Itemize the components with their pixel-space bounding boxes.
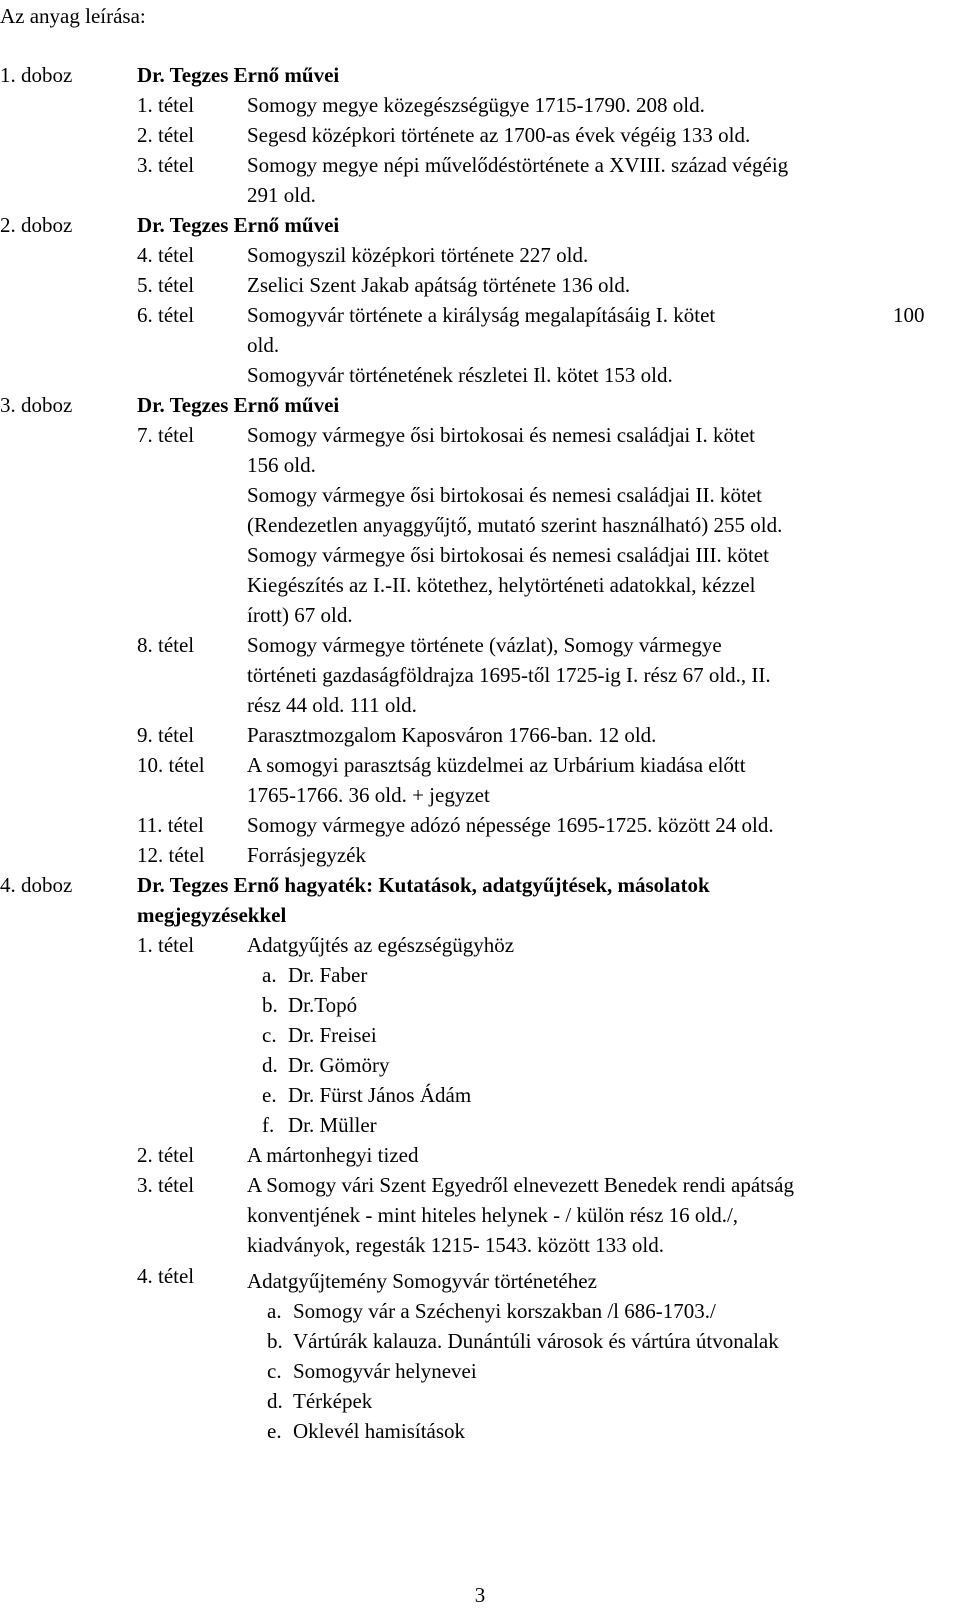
page-heading: Az anyag leírása: <box>0 4 146 28</box>
subitem-text: Oklevél hamisítások <box>293 1419 466 1443</box>
item-label: 3. tétel <box>137 153 195 177</box>
item-text: Somogy vármegye története (vázlat), Somogy vármegye <box>247 633 722 657</box>
item-text: Somogy vármegye ősi birtokosai és nemesi családjai II. kötet <box>247 483 762 507</box>
item-text: Somogy vármegye ősi birtokosai és nemesi családjai III. kötet <box>247 543 769 567</box>
subitem-text: Vártúrák kalauza. Dunántúli városok és vártúra útvonalak <box>293 1329 779 1353</box>
item-text: Somogy vármegye adózó népessége 1695-1725. között 24 old. <box>247 813 774 837</box>
subitem-text: Somogyvár helynevei <box>293 1359 477 1383</box>
item-text: írott) 67 old. <box>247 603 353 627</box>
item-text-right: 100 <box>893 303 925 327</box>
subitem-letter: e. <box>262 1083 277 1107</box>
item-text: Somogy vármegye ősi birtokosai és nemesi családjai I. kötet <box>247 423 755 447</box>
item-label: 9. tétel <box>137 723 195 747</box>
item-label: 6. tétel <box>137 303 195 327</box>
subitem-text: Dr. Freisei <box>288 1023 377 1047</box>
subitem-text: Dr. Gömöry <box>288 1053 390 1077</box>
item-text: old. <box>247 333 280 357</box>
item-text: Segesd középkori története az 1700-as évek végéig 133 old. <box>247 123 751 147</box>
item-text: Somogy megye népi művelődéstörténete a XVIII. század végéig <box>247 153 789 177</box>
item-label: 8. tétel <box>137 633 195 657</box>
item-label: 4. tétel <box>137 1264 195 1288</box>
item-text: 1765-1766. 36 old. + jegyzet <box>247 783 490 807</box>
item-text: Zselici Szent Jakab apátság története 136 old. <box>247 273 631 297</box>
box-title: Dr. Tegzes Ernő művei <box>137 213 340 237</box>
item-label: 7. tétel <box>137 423 195 447</box>
item-label: 5. tétel <box>137 273 195 297</box>
subitem-text: Somogy vár a Széchenyi korszakban /l 686-1703./ <box>293 1299 716 1323</box>
item-text: Somogyvár története a királyság megalapításáig I. kötet <box>247 303 716 327</box>
subitem-text: Térképek <box>293 1389 373 1413</box>
item-text: kiadványok, regesták 1215- 1543. között 133 old. <box>247 1233 665 1257</box>
item-text: 291 old. <box>247 183 316 207</box>
subitem-letter: f. <box>262 1113 275 1137</box>
subitem-text: Dr.Topó <box>288 993 358 1017</box>
page-number: 3 <box>474 1583 486 1607</box>
item-label: 4. tétel <box>137 243 195 267</box>
box-label: 1. doboz <box>0 63 73 87</box>
item-text: Parasztmozgalom Kaposváron 1766-ban. 12 old. <box>247 723 657 747</box>
item-text: A somogyi parasztság küzdelmei az Urbárium kiadása előtt <box>247 753 746 777</box>
item-label: 2. tétel <box>137 123 195 147</box>
item-text: Kiegészítés az I.-II. kötethez, helytörténeti adatokkal, kézzel <box>247 573 756 597</box>
box-label: 2. doboz <box>0 213 73 237</box>
subitem-text: Dr. Faber <box>288 963 368 987</box>
subitem-text: Dr. Fürst János Ádám <box>288 1083 472 1107</box>
subitem-letter: b. <box>262 993 278 1017</box>
item-text: történeti gazdaságföldrajza 1695-től 1725-ig I. rész 67 old., II. <box>247 663 771 687</box>
item-label: 10. tétel <box>137 753 205 777</box>
subitem-letter: c. <box>262 1023 277 1047</box>
subitem-letter: e. <box>267 1419 282 1443</box>
item-text: rész 44 old. 111 old. <box>247 693 417 717</box>
item-text: Adatgyűjtés az egészségügyhöz <box>247 933 515 957</box>
subitem-letter: c. <box>267 1359 282 1383</box>
box-title: Dr. Tegzes Ernő művei <box>137 63 340 87</box>
box-label: 3. doboz <box>0 393 73 417</box>
item-label: 11. tétel <box>137 813 204 837</box>
item-label: 1. tétel <box>137 93 195 117</box>
item-text: Somogyvár történetének részletei Il. kötet 153 old. <box>247 363 673 387</box>
item-label: 1. tétel <box>137 933 195 957</box>
subitem-letter: b. <box>267 1329 283 1353</box>
subitem-letter: d. <box>267 1389 283 1413</box>
box-title: megjegyzésekkel <box>137 903 287 927</box>
item-label: 12. tétel <box>137 843 205 867</box>
box-title: Dr. Tegzes Ernő hagyaték: Kutatások, adatgyűjtések, másolatok <box>137 873 710 897</box>
item-text: (Rendezetlen anyaggyűjtő, mutató szerint használható) 255 old. <box>247 513 783 537</box>
item-label: 2. tétel <box>137 1143 195 1167</box>
item-label: 3. tétel <box>137 1173 195 1197</box>
box-title: Dr. Tegzes Ernő művei <box>137 393 340 417</box>
item-text: konventjének - mint hiteles helynek - / külön rész 16 old./, <box>247 1203 739 1227</box>
item-text: Forrásjegyzék <box>247 843 366 867</box>
item-text: Adatgyűjtemény Somogyvár történetéhez <box>247 1269 597 1293</box>
item-text: A mártonhegyi tized <box>247 1143 419 1167</box>
item-text: A Somogy vári Szent Egyedről elnevezett Benedek rendi apátság <box>247 1173 794 1197</box>
subitem-text: Dr. Müller <box>288 1113 377 1137</box>
item-text: Somogyszil középkori története 227 old. <box>247 243 589 267</box>
subitem-letter: a. <box>267 1299 282 1323</box>
subitem-letter: d. <box>262 1053 278 1077</box>
item-text: Somogy megye közegészségügye 1715-1790. 208 old. <box>247 93 705 117</box>
box-label: 4. doboz <box>0 873 73 897</box>
subitem-letter: a. <box>262 963 277 987</box>
item-text: 156 old. <box>247 453 316 477</box>
